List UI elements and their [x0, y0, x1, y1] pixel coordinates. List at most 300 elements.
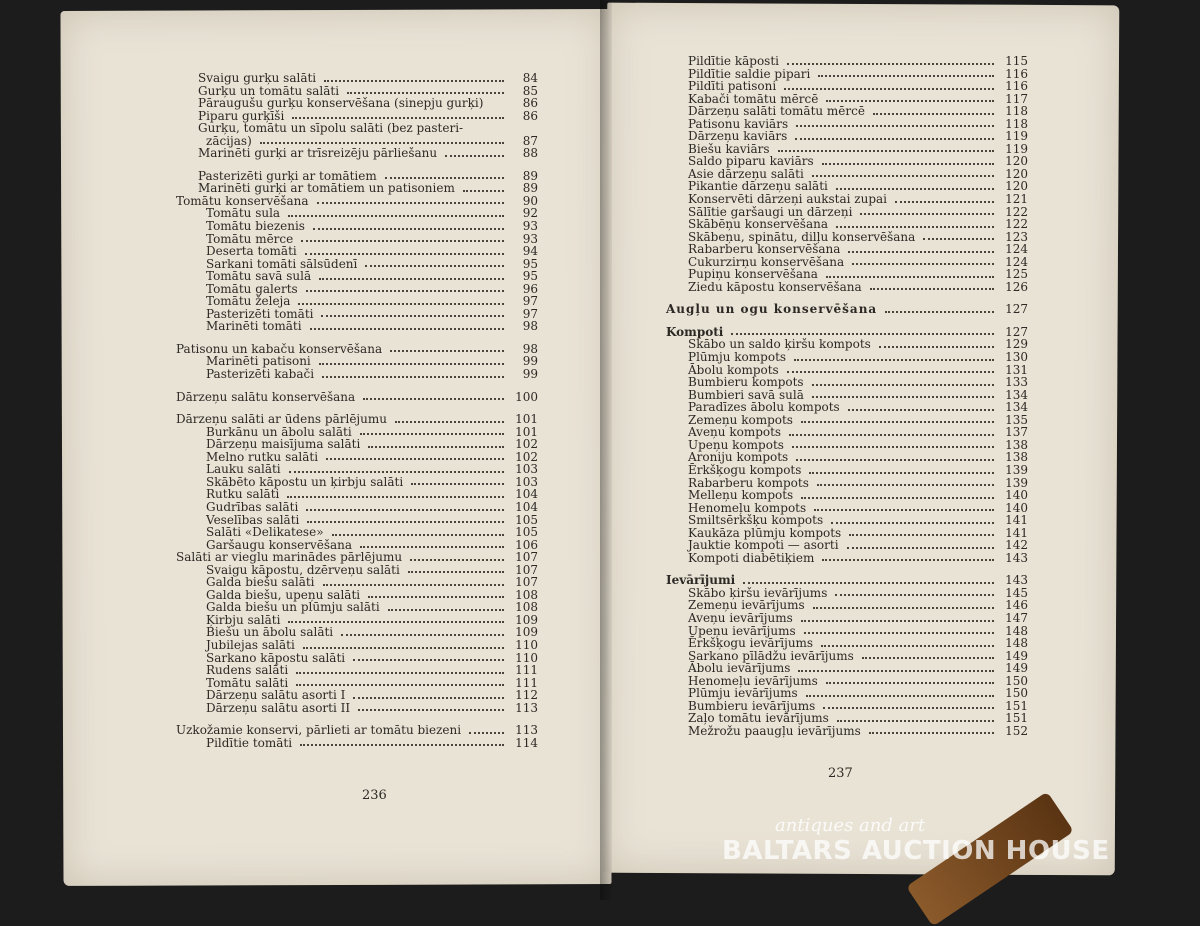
toc-entry-title: Patisonu kaviārs	[688, 116, 789, 131]
toc-entry-page: 95	[522, 256, 538, 271]
toc-entry	[666, 426, 1028, 439]
toc-entry-page: 119	[1005, 141, 1028, 156]
toc-entry	[176, 320, 538, 333]
toc-entry-page: 110	[515, 650, 538, 665]
dot-leader	[923, 238, 994, 240]
toc-entry-title: Zemeņu ievārījums	[688, 598, 805, 613]
dot-leader	[307, 521, 504, 523]
dot-leader	[849, 534, 994, 536]
toc-entry-title: Sālītie garšaugi un dārzeņi	[688, 204, 853, 219]
toc-entry-page: 120	[1005, 179, 1028, 194]
toc-entry-page: 120	[1005, 166, 1028, 181]
dot-leader	[317, 202, 505, 204]
toc-entry-page: 107	[515, 575, 538, 590]
toc-entry	[176, 438, 538, 451]
toc-entry	[666, 193, 1028, 206]
dot-leader	[837, 720, 994, 722]
toc-entry	[666, 552, 1028, 565]
toc-entry-title: Rutku salāti	[206, 487, 280, 502]
dot-leader	[341, 634, 504, 636]
toc-entry-page: 118	[1005, 116, 1028, 131]
dot-leader	[324, 80, 504, 82]
toc-entry	[666, 218, 1028, 231]
dot-leader	[300, 744, 504, 746]
toc-entry-page: 111	[515, 663, 538, 678]
toc-entry-page: 104	[515, 499, 538, 514]
toc-entry-title: Svaigu gurķu salāti	[198, 71, 317, 85]
toc-entry-page: 140	[1005, 500, 1028, 515]
toc-entry-title: Dārzeņu salātu asorti I	[206, 688, 346, 703]
toc-entry-page: 93	[522, 219, 538, 234]
toc-entry-page: 133	[1005, 375, 1028, 390]
toc-entry-title: Pildītie kāposti	[688, 54, 779, 68]
toc-entry	[666, 612, 1028, 625]
page-number-left: 236	[362, 788, 387, 803]
toc-entry-title: Burkānu un ābolu salāti	[206, 424, 352, 439]
toc-entry	[176, 391, 538, 404]
toc-entry-title: Zemeņu kompots	[688, 412, 793, 427]
toc-entry-title: Uzkožamie konservi, pārlieti ar tomātu biezeni	[176, 723, 462, 738]
toc-entry-title: Bumbieri savā sulā	[688, 387, 804, 402]
toc-entry-title: Patisonu un kabaču konservēšana	[176, 341, 383, 356]
toc-entry-title: Tomātu savā sulā	[206, 269, 312, 284]
toc-entry-title: Skābēto kāpostu un ķirbju salāti	[206, 474, 404, 489]
toc-entry	[666, 712, 1028, 725]
toc-left-list	[176, 72, 538, 749]
toc-entry	[176, 526, 538, 539]
toc-entry-title: Plūmju kompots	[688, 350, 787, 365]
toc-entry-page: 101	[515, 424, 538, 439]
toc-entry-title: Ērkšķogu kompots	[688, 462, 802, 477]
dot-leader	[310, 328, 504, 330]
dot-leader	[789, 434, 994, 436]
dot-leader	[835, 594, 994, 596]
toc-entry-page: 103	[515, 462, 538, 477]
dot-leader	[306, 509, 504, 511]
toc-entry-title: Pasterizēti tomāti	[206, 306, 314, 321]
toc-entry-title: Pupiņu konservēšana	[688, 267, 818, 282]
toc-entry-title: Aveņu kompots	[688, 425, 782, 440]
toc-entry-title: Tomātu biezenis	[206, 219, 305, 234]
toc-entry	[176, 501, 538, 514]
toc-entry	[666, 687, 1028, 700]
toc-entry-page: 97	[522, 294, 538, 309]
toc-entry-title: Augļu un ogu konservēšana	[666, 302, 878, 317]
dot-leader	[826, 100, 994, 102]
toc-entry-page: 86	[522, 108, 538, 123]
dot-leader	[332, 534, 504, 536]
dot-leader	[831, 522, 994, 524]
toc-entry-page: 86	[522, 96, 538, 111]
toc-entry	[176, 97, 538, 110]
dot-leader	[368, 596, 504, 598]
toc-entry	[176, 601, 538, 614]
toc-entry-page: 102	[515, 437, 538, 452]
dot-leader	[822, 163, 994, 165]
toc-entry	[176, 413, 538, 426]
toc-entry	[666, 662, 1028, 675]
toc-entry-title: Asie dārzeņu salāti	[688, 166, 804, 181]
toc-entry-page: 150	[1005, 673, 1028, 688]
toc-entry-page: 126	[1005, 279, 1028, 294]
dot-leader	[862, 657, 994, 659]
book-gutter	[600, 0, 612, 900]
toc-entry-page: 110	[515, 637, 538, 652]
toc-entry	[176, 245, 538, 258]
toc-entry-page: 116	[1005, 66, 1028, 81]
dot-leader	[812, 384, 994, 386]
toc-entry-title: Pasterizēti gurķi ar tomātiem	[198, 168, 377, 183]
toc-entry-page: 134	[1005, 400, 1028, 415]
toc-entry-page: 115	[1005, 54, 1028, 68]
toc-entry-page: 151	[1005, 711, 1028, 726]
toc-entry-page: 90	[522, 193, 538, 208]
dot-leader	[784, 88, 994, 90]
toc-entry-page: 87	[522, 133, 538, 148]
toc-entry-title: Salāti «Delikatese»	[206, 525, 324, 540]
dot-leader	[390, 350, 504, 352]
toc-entry-title: Rabarberu konservēšana	[688, 242, 841, 257]
toc-entry-page: 124	[1005, 254, 1028, 269]
toc-entry-title: Dārzeņu salāti tomātu mērcē	[688, 104, 865, 119]
toc-entry-title: Kompoti	[666, 324, 724, 339]
toc-entry-title: Skābo ķiršu ievārījums	[688, 585, 828, 600]
dot-leader	[301, 240, 504, 242]
dot-leader	[801, 620, 994, 622]
toc-entry-title: Biešu kaviārs	[688, 141, 770, 156]
dot-leader	[388, 609, 504, 611]
toc-entry-page: 101	[515, 412, 538, 427]
dot-leader	[731, 333, 994, 335]
toc-entry-title: Pikantie dārzeņu salāti	[688, 179, 828, 194]
toc-entry-page: 146	[1005, 598, 1028, 613]
toc-entry	[176, 295, 538, 308]
dot-leader	[469, 732, 504, 734]
toc-entry-title: Galda biešu salāti	[206, 575, 315, 590]
toc-entry-page: 123	[1005, 229, 1028, 244]
toc-entry-title: Tomātu galerts	[206, 281, 298, 296]
toc-entry-page: 99	[522, 354, 538, 369]
toc-entry-title: Kabači tomātu mērcē	[688, 91, 819, 106]
toc-entry-page: 119	[1005, 129, 1028, 144]
toc-entry-title: Mežrožu paaugļu ievārījums	[688, 723, 861, 738]
toc-entry-title: Ķirbju salāti	[206, 612, 281, 627]
toc-entry-page: 145	[1005, 585, 1028, 600]
dot-leader	[895, 201, 994, 203]
dot-leader	[873, 113, 994, 115]
toc-entry	[176, 664, 538, 677]
dot-leader	[848, 251, 994, 253]
toc-entry-page: 130	[1005, 350, 1028, 365]
toc-entry-page: 108	[515, 587, 538, 602]
toc-entry-title: Zaļo tomātu ievārījums	[688, 711, 829, 726]
toc-entry-title: Lauku salāti	[206, 462, 281, 477]
toc-entry-page: 102	[515, 449, 538, 464]
toc-entry	[176, 368, 538, 381]
toc-entry-page: 122	[1005, 217, 1028, 232]
dot-leader	[796, 125, 994, 127]
toc-entry-title: Pāraugušu gurķu konservēšana (sinepju gurķi)	[198, 96, 484, 111]
toc-entry-page: 124	[1005, 242, 1028, 257]
toc-entry	[666, 376, 1028, 389]
dot-leader	[368, 446, 504, 448]
toc-entry-page: 100	[515, 389, 538, 404]
dot-leader	[463, 190, 504, 192]
toc-entry	[176, 576, 538, 589]
dot-leader	[804, 632, 994, 634]
toc-entry-page: 147	[1005, 610, 1028, 625]
toc-entry-title: Tomātu konservēšana	[176, 193, 309, 208]
dot-leader	[812, 175, 994, 177]
toc-entry-title: Garšaugu konservēšana	[206, 537, 353, 552]
toc-entry-title: Ziedu kāpostu konservēšana	[688, 279, 862, 294]
toc-entry	[666, 243, 1028, 256]
toc-entry	[176, 463, 538, 476]
toc-entry	[666, 725, 1028, 738]
dot-leader	[303, 647, 504, 649]
dot-leader	[743, 582, 994, 584]
toc-entry-page: 138	[1005, 450, 1028, 465]
toc-entry-title: Upeņu ievārījums	[688, 623, 796, 638]
dot-leader	[818, 75, 994, 77]
toc-entry-title: Kompoti diabētiķiem	[688, 550, 815, 565]
toc-entry	[666, 55, 1028, 68]
dot-leader	[288, 621, 504, 623]
toc-entry-page: 117	[1005, 91, 1028, 106]
toc-entry-page: 94	[522, 244, 538, 259]
toc-entry-page: 143	[1005, 573, 1028, 588]
dot-leader	[795, 138, 994, 140]
toc-entry-page: 129	[1005, 337, 1028, 352]
toc-entry-page: 122	[1005, 204, 1028, 219]
toc-entry-title: Skābo un saldo ķiršu kompots	[688, 337, 871, 352]
dot-leader	[817, 484, 994, 486]
toc-entry-title: Svaigu kāpostu, dzērveņu salāti	[206, 562, 400, 577]
dot-leader	[822, 559, 994, 561]
toc-entry-title: Cukurzirņu konservēšana	[688, 254, 845, 269]
toc-entry-page: 107	[515, 562, 538, 577]
toc-entry	[176, 724, 538, 737]
toc-entry-title: Henomeļu ievārījums	[688, 673, 818, 688]
dot-leader	[809, 472, 994, 474]
toc-entry-title: Marinēti patisoni	[206, 354, 311, 369]
toc-entry-title: Aroniju kompots	[688, 450, 789, 465]
toc-entry-title: Gurķu un tomātu salāti	[198, 83, 340, 98]
toc-entry	[666, 105, 1028, 118]
toc-entry-page: 109	[515, 625, 538, 640]
toc-entry-page: 98	[522, 341, 538, 356]
dot-leader	[792, 446, 994, 448]
toc-entry-page: 131	[1005, 362, 1028, 377]
toc-entry-page: 151	[1005, 698, 1028, 713]
dot-leader	[798, 670, 994, 672]
toc-entry-page: 143	[1005, 550, 1028, 565]
dot-leader	[813, 607, 994, 609]
toc-entry-page: 150	[1005, 686, 1028, 701]
toc-entry-title: Tomātu želeja	[206, 294, 291, 309]
dot-leader	[360, 433, 504, 435]
toc-entry-title: Henomeļu kompots	[688, 500, 807, 515]
toc-entry-page: 92	[522, 206, 538, 221]
toc-entry	[666, 351, 1028, 364]
toc-entry-title: Tomātu mērce	[206, 231, 294, 246]
toc-entry-page: 116	[1005, 79, 1028, 94]
dot-leader	[812, 396, 994, 398]
toc-entry-title: Bumbieru ievārījums	[688, 698, 816, 713]
toc-entry	[176, 702, 538, 715]
toc-entry-title: Ābolu ievārījums	[688, 661, 791, 676]
toc-entry-page: 112	[515, 688, 538, 703]
toc-entry-title: Kaukāza plūmju kompots	[688, 525, 842, 540]
dot-leader	[806, 695, 994, 697]
toc-entry-page: 138	[1005, 437, 1028, 452]
toc-entry-title: zācijas)	[206, 133, 252, 148]
toc-entry-title: Konservēti dārzeņi aukstai zupai	[688, 192, 887, 207]
dot-leader	[848, 409, 994, 411]
toc-entry-title: Veselības salāti	[206, 512, 300, 527]
toc-entry	[176, 72, 538, 85]
toc-entry	[666, 574, 1028, 587]
toc-entry-page: 148	[1005, 636, 1028, 651]
dot-leader	[879, 346, 994, 348]
toc-entry	[666, 303, 1028, 316]
toc-entry-title: Ērkšķogu ievārījums	[688, 636, 814, 651]
dot-leader	[319, 278, 504, 280]
watermark-logo: BALTARS AUCTION HOUSE	[722, 836, 1110, 866]
dot-leader	[408, 571, 504, 573]
toc-entry-title: Piparu gurķīši	[198, 108, 285, 123]
dot-leader	[869, 732, 994, 734]
toc-entry	[666, 401, 1028, 414]
toc-entry	[176, 551, 538, 564]
toc-entry-title: Dārzeņu kaviārs	[688, 129, 788, 144]
toc-entry	[666, 464, 1028, 477]
dot-leader	[385, 177, 504, 179]
toc-entry-title: Marinēti gurķi ar trīsreizēju pārliešanu	[198, 146, 438, 161]
dot-leader	[296, 672, 504, 674]
toc-entry-page: 97	[522, 306, 538, 321]
toc-entry	[666, 80, 1028, 93]
toc-entry	[666, 637, 1028, 650]
dot-leader	[801, 421, 994, 423]
dot-leader	[852, 263, 994, 265]
dot-leader	[826, 682, 994, 684]
dot-leader	[836, 188, 994, 190]
toc-entry-page: 104	[515, 487, 538, 502]
dot-leader	[787, 63, 994, 65]
toc-entry-page: 148	[1005, 623, 1028, 638]
toc-entry-title: Jubilejas salāti	[206, 637, 295, 652]
toc-entry-page: 106	[515, 537, 538, 552]
toc-entry-page: 141	[1005, 513, 1028, 528]
dot-leader	[826, 276, 994, 278]
toc-entry-page: 120	[1005, 154, 1028, 169]
toc-entry-title: Dārzeņu salātu asorti II	[206, 700, 351, 715]
toc-entry-title: Sarkano kāpostu salāti	[206, 650, 346, 665]
toc-entry-title: Aveņu ievārījums	[688, 610, 793, 625]
toc-entry-page: 140	[1005, 488, 1028, 503]
toc-entry	[176, 220, 538, 233]
toc-entry-page: 141	[1005, 525, 1028, 540]
toc-entry-title: Paradīzes ābolu kompots	[688, 400, 840, 415]
toc-entry-title: Galda biešu un plūmju salāti	[206, 600, 380, 615]
toc-entry-page: 152	[1005, 723, 1028, 738]
toc-entry	[176, 270, 538, 283]
dot-leader	[260, 142, 504, 144]
dot-leader	[306, 290, 504, 292]
toc-entry-title: Sarkano pīlādžu ievārījums	[688, 648, 854, 663]
dot-leader	[322, 376, 504, 378]
dot-leader	[411, 483, 504, 485]
dot-leader	[847, 547, 994, 549]
dot-leader	[410, 559, 504, 561]
dot-leader	[796, 459, 994, 461]
toc-entry	[176, 737, 538, 750]
dot-leader	[292, 117, 504, 119]
toc-entry-page: 111	[515, 675, 538, 690]
toc-entry-title: Galda biešu, upeņu salāti	[206, 587, 361, 602]
toc-entry-title: Pildītie tomāti	[206, 735, 293, 750]
toc-entry-title: Tomātu salāti	[206, 675, 289, 690]
dot-leader	[365, 265, 504, 267]
toc-entry-page: 114	[515, 735, 538, 750]
dot-leader	[363, 398, 504, 400]
toc-entry	[666, 489, 1028, 502]
dot-leader	[289, 471, 504, 473]
toc-entry-page: 135	[1005, 412, 1028, 427]
toc-entry-title: Bumbieru kompots	[688, 375, 804, 390]
toc-entry	[666, 539, 1028, 552]
toc-entry-page: 149	[1005, 648, 1028, 663]
toc-entry-page: 149	[1005, 661, 1028, 676]
toc-entry-title: Deserta tomāti	[206, 244, 297, 259]
dot-leader	[801, 497, 994, 499]
toc-entry-page: 85	[522, 83, 538, 98]
dot-leader	[358, 709, 504, 711]
toc-entry-title: Rudens salāti	[206, 663, 289, 678]
toc-entry-title: Ievārījumi	[666, 573, 736, 588]
dot-leader	[353, 697, 504, 699]
toc-entry-page: 137	[1005, 425, 1028, 440]
toc-entry-title: Gudrības salāti	[206, 499, 299, 514]
toc-entry-title: Biešu un ābolu salāti	[206, 625, 334, 640]
toc-entry-page: 139	[1005, 462, 1028, 477]
toc-entry-title: Dārzeņu salāti ar ūdens pārlējumu	[176, 412, 387, 427]
toc-entry-page: 84	[522, 71, 538, 85]
toc-entry-title: Upeņu kompots	[688, 437, 784, 452]
dot-leader	[823, 707, 994, 709]
dot-leader	[395, 421, 504, 423]
toc-entry-title: Melleņu kompots	[688, 488, 794, 503]
dot-leader	[305, 253, 504, 255]
toc-entry	[666, 268, 1028, 281]
dot-leader	[885, 311, 994, 313]
toc-entry-page: 125	[1005, 267, 1028, 282]
toc-entry-page: 105	[515, 525, 538, 540]
toc-entry-page: 113	[515, 723, 538, 738]
toc-entry-title: Sarkani tomāti sālsūdenī	[206, 256, 358, 271]
toc-entry-title: Pasterizēti kabači	[206, 367, 315, 382]
toc-entry-page: 89	[522, 181, 538, 196]
dot-leader	[787, 371, 994, 373]
toc-entry-title: Pildīti patisoni	[688, 79, 777, 94]
toc-entry-page: 134	[1005, 387, 1028, 402]
dot-leader	[326, 458, 504, 460]
dot-leader	[288, 215, 504, 217]
toc-entry-title: Smiltsērkšķu kompots	[688, 513, 824, 528]
dot-leader	[323, 584, 504, 586]
toc-entry-page: 98	[522, 319, 538, 334]
